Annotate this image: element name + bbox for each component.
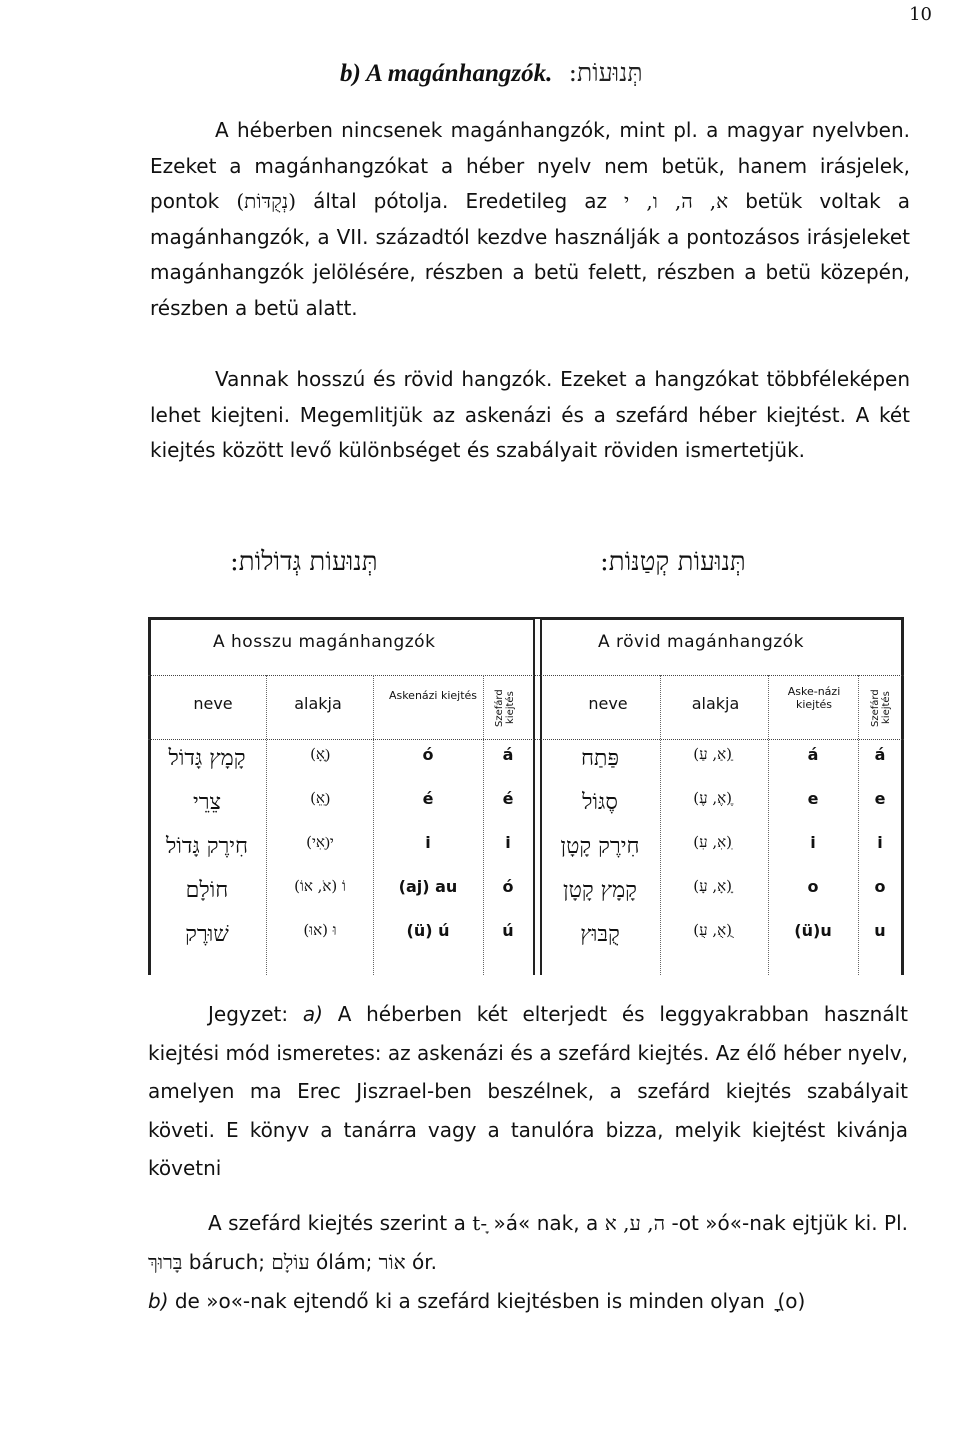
short-vowel-askenazi: e xyxy=(807,789,819,808)
header-separator-2 xyxy=(148,739,904,740)
table-row xyxy=(148,877,904,917)
short-vowel-sefard: á xyxy=(874,745,886,764)
short-vowel-sefard: o xyxy=(874,877,886,896)
page-number: 10 xyxy=(909,4,932,25)
note-a-marker: a) xyxy=(302,1002,323,1026)
long-vowel-form: (אוּ) וּ xyxy=(303,921,337,939)
example-3-hebrew: אוֹר xyxy=(378,1249,406,1274)
short-vowel-form: (אֶ, עֶ) ֶ xyxy=(693,789,736,807)
long-vowel-form: (אִי)ִי xyxy=(306,833,334,851)
note-b xyxy=(148,1282,908,1321)
header-neve: neve xyxy=(193,694,233,713)
note2-letters: ה, ע, א xyxy=(604,1211,666,1235)
header-askenazi: Askenázi kiejtés xyxy=(388,689,478,702)
long-vowel-name: חוֹלָם xyxy=(185,878,229,903)
short-vowel-form: (אִ, עִ) ִ xyxy=(693,833,736,851)
note2b: »á« nak, a xyxy=(493,1211,599,1235)
long-vowel-name: קָמָץ גָּדוֹל xyxy=(168,746,246,771)
note2a: A szefárd kiejtés szerint a xyxy=(208,1211,466,1235)
example-1-hebrew: בָּרוּךְ xyxy=(148,1249,183,1274)
long-vowel-sefard: é xyxy=(502,789,514,808)
long-vowel-askenazi: (ü) ú xyxy=(406,921,450,940)
note-sefard xyxy=(148,1204,908,1281)
long-vowel-askenazi: (aj) au xyxy=(398,877,458,896)
long-vowel-sefard: á xyxy=(502,745,514,764)
short-vowel-name: קֻבּוּץ xyxy=(580,922,620,947)
para1-letters: א, ה, ו, י xyxy=(624,189,729,213)
vowel-table xyxy=(148,597,904,975)
short-vowel-form: (אָ, עָ) ָ xyxy=(693,877,736,895)
long-vowel-name: חִירֶק גָּדוֹל xyxy=(165,834,249,859)
table-row xyxy=(148,921,904,961)
long-vowel-sefard: ú xyxy=(502,921,514,940)
short-vowel-name: פַּתַח xyxy=(581,746,619,771)
short-vowel-sefard: i xyxy=(877,833,883,852)
table-row xyxy=(148,745,904,785)
header-alakja: alakja xyxy=(294,694,342,713)
table-top-border xyxy=(148,617,904,620)
example-2-hebrew: עוֹלָם xyxy=(271,1249,310,1274)
paragraph-2: Vannak hosszú és rövid hangzók. Ezeket a hangzókat többféleképen lehet kiejteni. Megemlitjük az askenázi és a szefárd héber kiejtést. A két kiejtés között levő különbséget és szabályait röviden ismertetjük. xyxy=(150,367,910,462)
note-label: Jegyzet: xyxy=(208,1002,289,1026)
long-vowel-askenazi: é xyxy=(422,789,434,808)
short-vowel-sefard: e xyxy=(874,789,886,808)
short-vowel-form: (אֻ, עֻ) ֻ xyxy=(693,921,736,939)
short-vowel-askenazi: á xyxy=(807,745,819,764)
short-vowels-title: A rövid magánhangzók xyxy=(598,632,804,652)
long-vowel-sefard: ó xyxy=(502,877,514,896)
note-b-text: de »o«-nak ejtendő ki a szefárd kiejtésben is minden olyan xyxy=(174,1289,765,1313)
note-b-marker: b) xyxy=(148,1289,169,1313)
short-vowel-askenazi: (ü)u xyxy=(794,921,832,940)
short-vowel-name: סֶגּוֹל xyxy=(582,790,618,815)
short-vowel-name: קָמָץ קָטָן xyxy=(563,878,637,903)
long-vowel-form: (אֵ)ֵ xyxy=(310,789,330,807)
long-vowel-askenazi: ó xyxy=(422,745,434,764)
para1c-text: betük voltak a magánhangzók, a VII. századtól kezdve használják a pontozásos irásjeleket magánhangzók jelölésére, részben a betü felett, részben a betü közepén, részben a betü alatt. xyxy=(150,189,910,320)
long-vowels-title: A hosszu magánhangzók xyxy=(213,632,436,652)
note2c: -ot »ó«-nak ejtjük ki. Pl. xyxy=(671,1211,908,1235)
table-row xyxy=(148,789,904,829)
short-vowel-askenazi: o xyxy=(807,877,819,896)
table-row xyxy=(148,833,904,873)
long-vowel-name: צֵרֵי xyxy=(192,790,222,815)
note-a xyxy=(148,995,908,1188)
header-separator xyxy=(148,675,904,676)
para1-hebrew: (נְקֻדּוֹת) xyxy=(236,189,297,213)
heading-hebrew: תְּנוּעוֹת: xyxy=(568,58,643,87)
title-short-hebrew: תְּנוּעוֹת קְטַנּוֹת: xyxy=(600,547,746,577)
note-b-end: ָ (o) xyxy=(771,1289,806,1313)
long-vowel-form: (אֹ, אוֹ) וֹ xyxy=(294,877,346,895)
header-szefard: Szefárd kiejtés xyxy=(494,689,516,727)
long-vowel-name: שׁוּרֶק xyxy=(185,922,229,947)
example-3: ór. xyxy=(411,1249,437,1274)
short-vowel-form: (אַ, עַ) ַ xyxy=(693,745,736,763)
note2-qamats: ָ-t xyxy=(472,1211,488,1235)
short-vowel-sefard: u xyxy=(874,921,886,940)
header-askenazi-short: Aske-názi kiejtés xyxy=(787,685,841,711)
header-neve-short: neve xyxy=(588,694,628,713)
long-vowel-form: (אָ)ָ xyxy=(310,745,330,763)
header-alakja-short: alakja xyxy=(691,694,740,713)
para1b-text: által pótolja. Eredetileg az xyxy=(313,189,607,213)
short-vowel-name: חִירֶק קָטָן xyxy=(560,834,640,859)
example-2: ólám; xyxy=(316,1249,373,1274)
header-szefard-short: Szefárd kiejtés xyxy=(870,689,892,727)
para1-text: A héberben nincsenek magánhangzók, mint pl. a magyar nyelvben. Ezeket a magánhangzókat a héber nyelv nem betük, hanem irásjelek, pontok xyxy=(150,118,910,213)
heading-label: b) A magánhangzók. xyxy=(340,60,553,87)
section-heading xyxy=(340,58,643,88)
paragraph-1 xyxy=(150,113,910,326)
example-1: báruch; xyxy=(188,1249,266,1274)
short-vowel-askenazi: i xyxy=(810,833,816,852)
long-vowel-sefard: i xyxy=(505,833,511,852)
long-vowel-askenazi: i xyxy=(425,833,431,852)
title-long-hebrew: תְּנוּעוֹת גְּדוֹלוֹת: xyxy=(230,547,378,577)
note-a-text: A héberben két elterjedt és leggyakrabban használt kiejtési mód ismeretes: az askenázi és a szefárd kiejtés. Az élő héber nyelv, amelyen ma Erec Jiszrael-ben beszélnek, a szefárd kiejtés szabályait követi. E könyv a tanárra vagy a tanulóra bizza, melyik kiejtést kivánja követni xyxy=(148,1002,908,1180)
